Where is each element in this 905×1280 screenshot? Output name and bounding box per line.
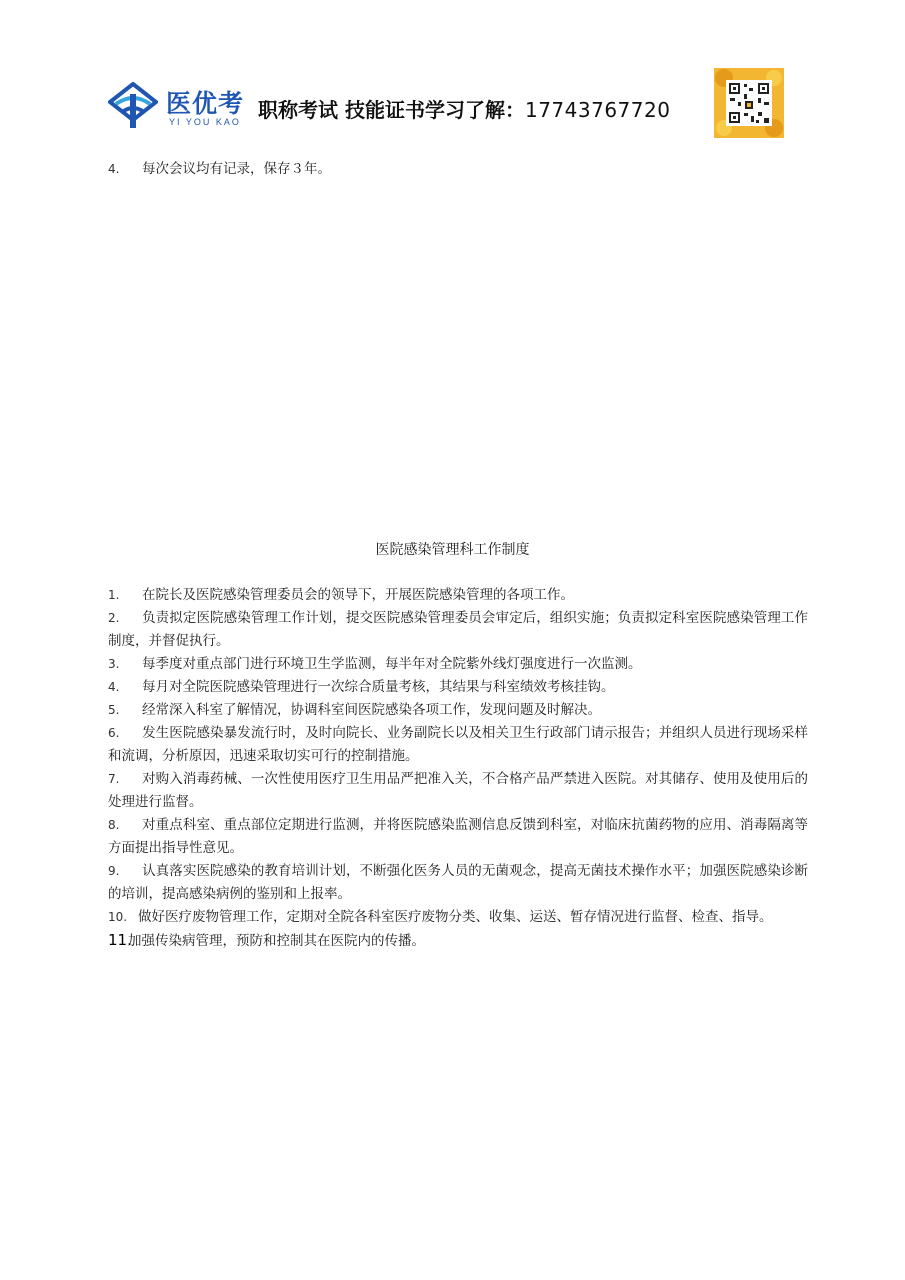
tagline-text: 职称考试 技能证书学习了解： bbox=[258, 98, 525, 122]
list-item bbox=[108, 860, 808, 906]
list-item bbox=[108, 699, 808, 722]
item-number: 11. bbox=[108, 931, 132, 949]
item-text: 对购入消毒药械、一次性使用医疗卫生用品严把准入关，不合格产品严禁进入医院。对其储存、使用及使用后的处理进行监督。 bbox=[108, 771, 808, 810]
item-number: 2. bbox=[108, 611, 120, 625]
item-number: 4. bbox=[108, 162, 120, 176]
header-banner bbox=[108, 68, 788, 140]
phone-number: 17743767720 bbox=[524, 98, 671, 122]
regulation-list bbox=[108, 584, 808, 953]
tagline bbox=[258, 94, 670, 123]
item-text: 每月对全院医院感染管理进行一次综合质量考核，其结果与科室绩效考核挂钩。 bbox=[142, 679, 615, 695]
yiyoukao-logo-icon bbox=[108, 82, 158, 130]
logo-chinese-text: 医优考 bbox=[166, 89, 245, 118]
carryover-item bbox=[108, 158, 331, 181]
list-item bbox=[108, 722, 808, 768]
item-text: 对重点科室、重点部位定期进行监测，并将医院感染监测信息反馈到科室，对临床抗菌药物的应用、消毒隔离等方面提出指导性意见。 bbox=[108, 817, 808, 856]
item-number: 6. bbox=[108, 726, 120, 740]
list-item bbox=[108, 653, 808, 676]
logo-english-text: YI YOU KAO bbox=[169, 117, 241, 127]
item-text: 每季度对重点部门进行环境卫生学监测，每半年对全院紫外线灯强度进行一次监测。 bbox=[142, 656, 642, 672]
item-number: 10. bbox=[108, 910, 128, 924]
list-item bbox=[108, 676, 808, 699]
list-item bbox=[108, 906, 808, 929]
item-number: 7. bbox=[108, 772, 120, 786]
qr-code-icon[interactable] bbox=[714, 68, 784, 138]
item-number: 3. bbox=[108, 657, 120, 671]
list-item bbox=[108, 584, 808, 607]
item-text: 加强传染病管理，预防和控制其在医院内的传播。 bbox=[128, 933, 425, 949]
item-text: 经常深入科室了解情况，协调科室间医院感染各项工作，发现问题及时解决。 bbox=[142, 702, 601, 718]
item-text: 认真落实医院感染的教育培训计划，不断强化医务人员的无菌观念，提高无菌技术操作水平；加强医院感染诊断的培训，提高感染病例的鉴别和上报率。 bbox=[108, 863, 808, 902]
section-title: 医院感染管理科工作制度 bbox=[375, 542, 530, 558]
item-number: 4. bbox=[108, 680, 120, 694]
item-text: 做好医疗废物管理工作，定期对全院各科室医疗废物分类、收集、运送、暂存情况进行监督、检查、指导。 bbox=[138, 909, 773, 925]
list-item bbox=[108, 929, 808, 953]
list-item bbox=[108, 768, 808, 814]
list-item bbox=[108, 607, 808, 653]
item-text: 负责拟定医院感染管理工作计划，提交医院感染管理委员会审定后，组织实施；负责拟定科室医院感染管理工作制度，并督促执行。 bbox=[108, 610, 808, 649]
item-number: 5. bbox=[108, 703, 120, 717]
item-number: 1. bbox=[108, 588, 120, 602]
item-text: 每次会议均有记录，保存３年。 bbox=[142, 161, 331, 177]
item-text: 在院长及医院感染管理委员会的领导下，开展医院感染管理的各项工作。 bbox=[142, 587, 574, 603]
item-number: 9. bbox=[108, 864, 120, 878]
item-text: 发生医院感染暴发流行时，及时向院长、业务副院长以及相关卫生行政部门请示报告；并组织人员进行现场采样和流调，分析原因，迅速采取切实可行的控制措施。 bbox=[108, 725, 808, 764]
list-item bbox=[108, 814, 808, 860]
item-number: 8. bbox=[108, 818, 120, 832]
